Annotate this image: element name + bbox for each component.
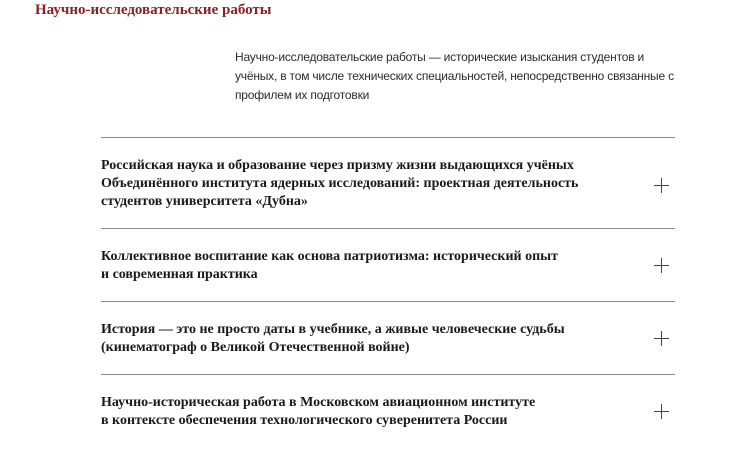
section-title: Научно-исследовательские работы: [35, 2, 272, 18]
research-works-accordion: [101, 137, 675, 465]
accordion-item-mai[interactable]: [101, 375, 675, 465]
accordion-item-title: Российская наука и образование через призму жизни выдающихся учёных Объединённого института ядерных исследований: проектная деятельность студентов университета «Дубна»: [101, 158, 579, 209]
accordion-item-title: Коллективное воспитание как основа патриотизма: исторический опыт и современная практика: [101, 249, 558, 282]
accordion-item-dubna[interactable]: [101, 138, 675, 229]
plus-icon[interactable]: [654, 404, 669, 419]
accordion-item-patriotism[interactable]: [101, 229, 675, 302]
accordion-item-history-cinema[interactable]: [101, 302, 675, 375]
plus-icon[interactable]: [654, 258, 669, 273]
plus-icon[interactable]: [654, 331, 669, 346]
plus-icon[interactable]: [654, 178, 669, 193]
section-intro: Научно-исследовательские работы — исторические изыскания студентов и учёных, в том числе технических специальностей, непосредственно связанные с профилем их подготовки: [235, 50, 674, 102]
accordion-item-title: Научно-историческая работа в Московском авиационном институте в контексте обеспечения технологического суверенитета России: [101, 395, 536, 428]
accordion-item-title: История — это не просто даты в учебнике, а живые человеческие судьбы (кинематограф о Великой Отечественной войне): [101, 322, 565, 355]
